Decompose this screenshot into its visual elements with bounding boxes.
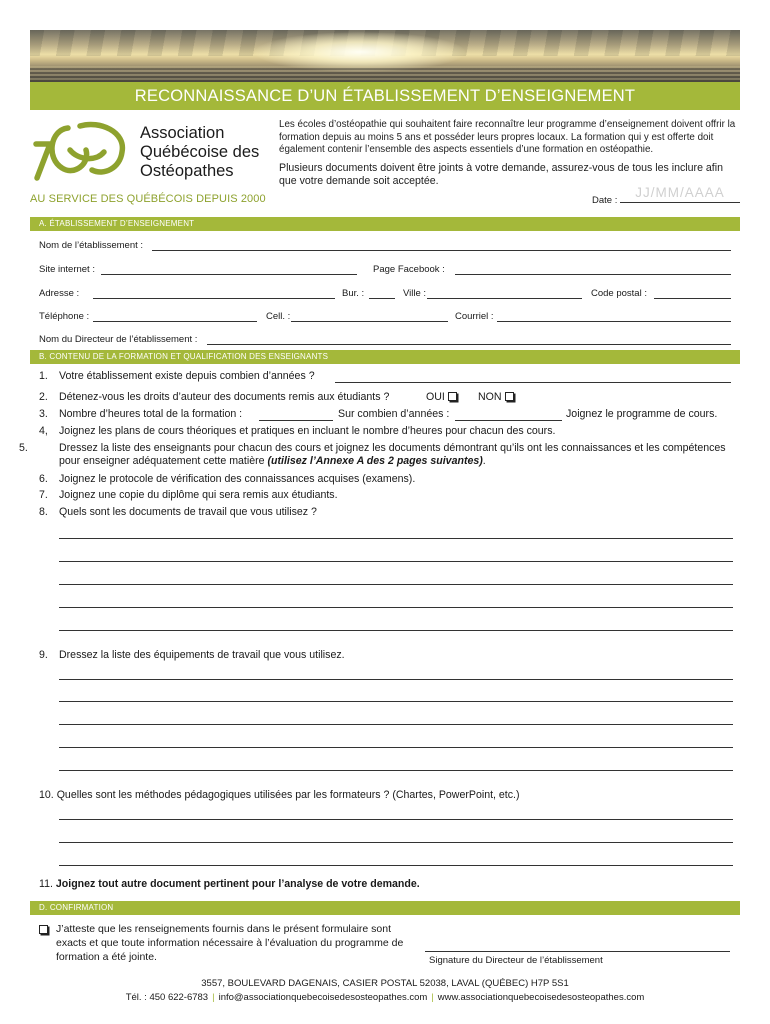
page-title: RECONNAISSANCE D’UN ÉTABLISSEMENT D’ENSEIGNEMENT bbox=[30, 82, 740, 110]
footer-phone: Tél. : 450 622-6783 bbox=[125, 992, 209, 1003]
intro-paragraph-2: Plusieurs documents doivent être joints à votre demande, assurez-vous de tous les inclure afin que votre demande soit acceptée. bbox=[279, 161, 723, 187]
site-label: Site internet : bbox=[39, 264, 95, 275]
non-checkbox-icon[interactable] bbox=[505, 392, 514, 401]
intro-text bbox=[279, 119, 741, 193]
directeur-label: Nom du Directeur de l’établissement : bbox=[39, 334, 198, 345]
question-2: 2. Détenez-vous les droits d’auteur des documents remis aux étudiants ? bbox=[39, 391, 390, 403]
attest-checkbox-icon[interactable] bbox=[39, 925, 48, 934]
section-b-header: B. CONTENU DE LA FORMATION ET QUALIFICATION DES ENSEIGNANTS bbox=[30, 350, 740, 364]
signature-label: Signature du Directeur de l’établissement bbox=[429, 955, 603, 966]
question-1: 1. Votre établissement existe depuis combien d’années ? bbox=[39, 370, 315, 382]
oui-checkbox-icon[interactable] bbox=[448, 392, 457, 401]
q8-answer-line[interactable] bbox=[59, 607, 733, 608]
ville-label: Ville : bbox=[403, 288, 427, 299]
annexe-a-reference: (utilisez l’Annexe A des 2 pages suivantes) bbox=[267, 455, 483, 467]
ville-field[interactable] bbox=[427, 298, 582, 299]
date-field[interactable]: JJ/MM/AAAA bbox=[620, 185, 740, 203]
q8-answer-line[interactable] bbox=[59, 584, 733, 585]
directeur-field[interactable] bbox=[207, 344, 731, 345]
question-10: 10. Quelles sont les méthodes pédagogiques utilisées par les formateurs ? (Chartes, PowerPoint, etc.) bbox=[39, 789, 520, 801]
question-4: 4, Joignez les plans de cours théoriques et pratiques en incluant le nombre d’heures pour chacun des cours. bbox=[39, 425, 556, 437]
question-3: 3. Nombre d’heures total de la formation : bbox=[39, 408, 243, 420]
bur-label: Bur. : bbox=[342, 288, 365, 299]
q8-answer-line[interactable] bbox=[59, 561, 733, 562]
nom-label: Nom de l’établissement : bbox=[39, 240, 144, 251]
banner-water bbox=[30, 66, 740, 82]
footer-address: 3557, BOULEVARD DAGENAIS, CASIER POSTAL 52038, LAVAL (QUÉBEC) H7P 5S1 bbox=[201, 978, 569, 989]
courriel-label: Courriel : bbox=[455, 311, 494, 322]
q9-answer-line[interactable] bbox=[59, 770, 733, 771]
facebook-field[interactable] bbox=[455, 274, 731, 275]
logo-line-3: Ostéopathes bbox=[140, 162, 234, 180]
courriel-field[interactable] bbox=[497, 321, 731, 322]
q8-answer-line[interactable] bbox=[59, 538, 733, 539]
attestation-text: J’atteste que les renseignements fournis dans le présent formulaire sont exacts et que toute information nécessaire à l’évaluation du programme de formation a été jointe. bbox=[56, 923, 404, 963]
telephone-label: Téléphone : bbox=[39, 311, 90, 322]
oui-option[interactable]: OUI bbox=[426, 391, 457, 404]
facebook-label: Page Facebook : bbox=[373, 264, 445, 275]
q3-hours-field[interactable] bbox=[259, 420, 333, 421]
code-postal-field[interactable] bbox=[654, 298, 731, 299]
q3-program-note: Joignez le programme de cours. bbox=[566, 408, 718, 420]
telephone-field[interactable] bbox=[93, 321, 257, 322]
q8-answer-line[interactable] bbox=[59, 630, 733, 631]
q10-answer-line[interactable] bbox=[59, 865, 733, 866]
q9-answer-line[interactable] bbox=[59, 701, 733, 702]
site-field[interactable] bbox=[101, 274, 357, 275]
q1-answer-field[interactable] bbox=[335, 382, 731, 383]
section-a-header: A. ÉTABLISSEMENT D’ENSEIGNEMENT bbox=[30, 217, 740, 231]
bur-field[interactable] bbox=[369, 298, 395, 299]
adresse-label: Adresse : bbox=[39, 288, 80, 299]
logo-line-1: Association bbox=[140, 124, 225, 142]
q10-answer-line[interactable] bbox=[59, 819, 733, 820]
q9-answer-line[interactable] bbox=[59, 724, 733, 725]
footer-contact: Tél. : 450 622-6783 | info@associationquebecoisedesosteopathes.com | www.associationquebecoisedesosteopathes.com bbox=[125, 992, 645, 1003]
question-6: 6. Joignez le protocole de vérification des connaissances acquises (examens). bbox=[39, 473, 416, 485]
cell-label: Cell. : bbox=[266, 311, 291, 322]
cell-field[interactable] bbox=[291, 321, 448, 322]
header-banner-image bbox=[30, 30, 740, 82]
question-11: 11. Joignez tout autre document pertinent pour l’analyse de votre demande. bbox=[39, 878, 420, 890]
q9-answer-line[interactable] bbox=[59, 679, 733, 680]
question-8: 8. Quels sont les documents de travail que vous utilisez ? bbox=[39, 506, 317, 518]
signature-field[interactable] bbox=[425, 951, 730, 952]
code-postal-label: Code postal : bbox=[591, 288, 647, 299]
tagline: AU SERVICE DES QUÉBÉCOIS DEPUIS 2000 bbox=[30, 193, 266, 205]
logo-wordmark bbox=[140, 124, 259, 181]
q9-answer-line[interactable] bbox=[59, 747, 733, 748]
attestation bbox=[39, 922, 404, 964]
logo-line-2: Québécoise des bbox=[140, 143, 260, 161]
question-7: 7. Joignez une copie du diplôme qui sera remis aux étudiants. bbox=[39, 489, 338, 501]
footer-email-link[interactable]: info@associationquebecoisedesosteopathes.com bbox=[218, 992, 428, 1003]
nom-field[interactable] bbox=[152, 250, 731, 251]
question-5: 5. Dressez la liste des enseignants pour chacun des cours et joignez les documents démontrant qu’ils ont les connaissances et les compétences pour enseigner adéquatement cette matière (utilisez l’Annexe A des 2 pages suivantes). bbox=[19, 442, 726, 467]
question-9: 9. Dressez la liste des équipements de travail que vous utilisez. bbox=[39, 649, 345, 661]
q3-years-label: Sur combien d’années : bbox=[338, 408, 450, 420]
section-d-header: D. CONFIRMATION bbox=[30, 901, 740, 915]
date-label: Date : bbox=[592, 195, 618, 206]
footer-website-link[interactable]: www.associationquebecoisedesosteopathes.com bbox=[437, 992, 645, 1003]
non-option[interactable]: NON bbox=[478, 391, 514, 404]
adresse-field[interactable] bbox=[93, 298, 335, 299]
q3-years-field[interactable] bbox=[455, 420, 562, 421]
q10-answer-line[interactable] bbox=[59, 842, 733, 843]
intro-paragraph-1: Les écoles d’ostéopathie qui souhaitent faire reconnaître leur programme d’enseignement doivent offrir la formation depuis au moins 5 ans et posséder leurs propres locaux. La formation qui y est offerte doit également contenir l’ensemble des aspects essentiels d’une formation en ostéopathie. bbox=[279, 119, 736, 155]
